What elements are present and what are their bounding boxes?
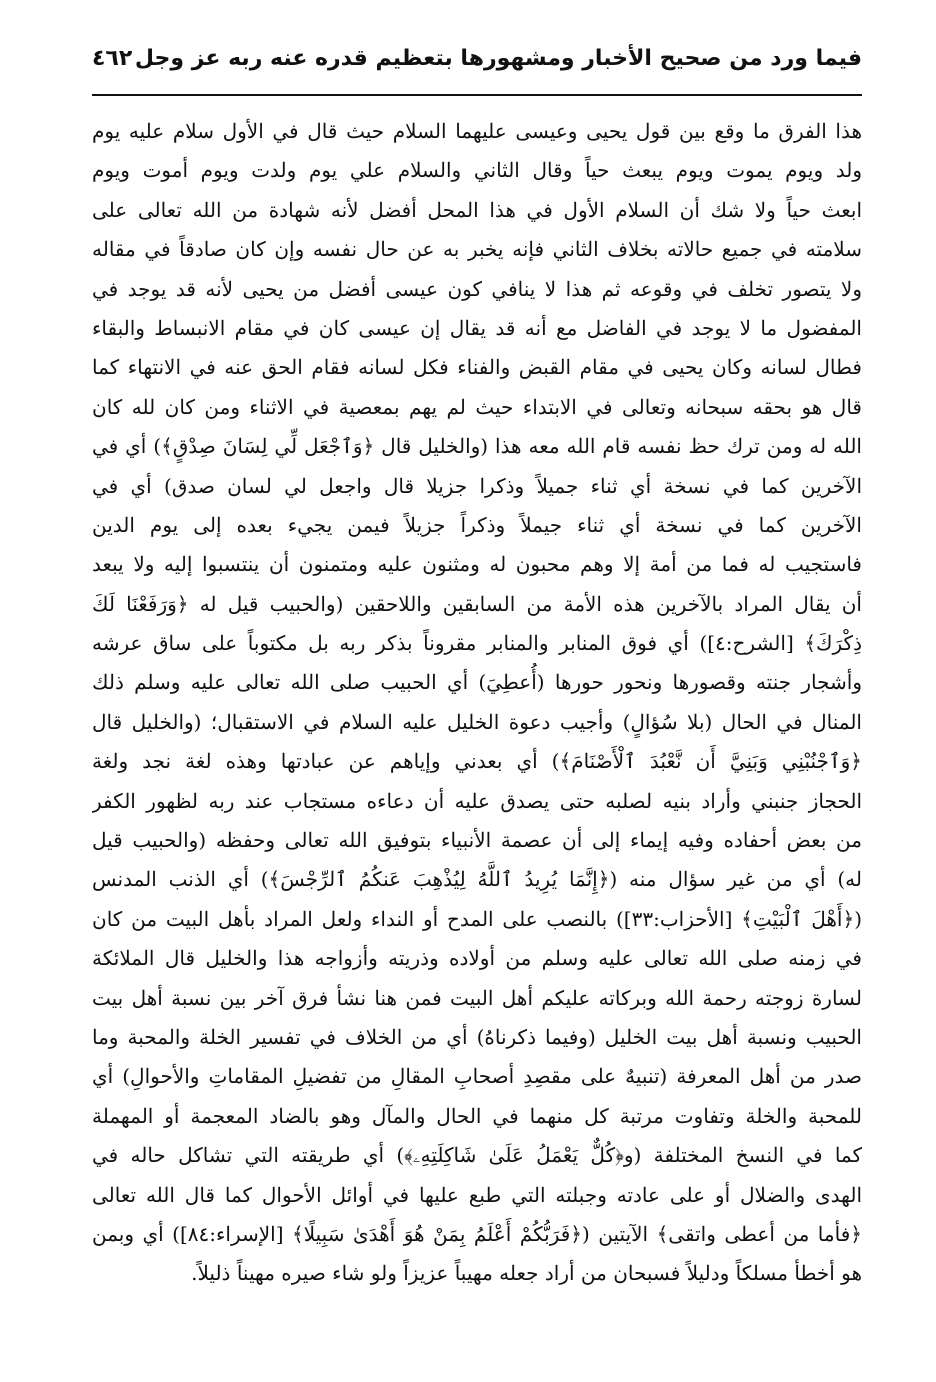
text-line: هذا الفرق ما وقع بين قول يحيى وعيسى عليهما السلام حيث قال في الأول سلام عليه يوم xyxy=(92,119,862,143)
text-line: الله له ومن ترك حظ نفسه قام الله معه هذا (والخليل قال ﴿وَٱجْعَل لِّي لِسَانَ صِدْقٍ﴾) أي في xyxy=(92,434,862,459)
text-line: في زمنه صلى الله تعالى عليه وسلم من أولاده وذريته وأزواجه هذا والخليل قال الملائكة xyxy=(92,946,862,971)
page-number: ٤٦٢ xyxy=(92,46,133,71)
text-line: ابعث حياً ولا شك أن السلام الأول في هذا المحل أفضل لأنه شهادة من الله تعالى على xyxy=(92,197,862,222)
text-line: له) أي من غير سؤال منه (﴿إِنَّمَا يُرِيدُ ٱللَّهُ لِيُذْهِبَ عَنكُمُ ٱلرِّجْسَ﴾) أي الذنب المدنس xyxy=(92,867,862,892)
text-line: الآخرين كما في نسخة أي ثناء جميلاً وذكرا جزيلا قال واجعل لي لسان صدق) أي في xyxy=(92,473,862,498)
text-line: الحبيب ونسبة أهل بيت الخليل (وفيما ذكرناهُ) أي من الخلاف في تفسير الخلة والمحبة وما xyxy=(92,1024,862,1049)
text-line: ﴿فأما من أعطى واتقى﴾ الآيتين (﴿فَرَبُّكُمْ أَعْلَمُ بِمَنْ هُوَ أَهْدَىٰ سَبِيلًا﴾ [الإسراء:٨٤]) أي وبمن xyxy=(92,1221,862,1246)
text-line: ذِكْرَكَ﴾ [الشرح:٤]) أي فوق المنابر والمنابر مقروناً بذكر ربه بل مكتوباً على ساق عرشه xyxy=(92,631,862,656)
text-line: سلامته في جميع حالاته بخلاف الثاني فإنه يخبر به عن حال نفسه وإن كان صادقاً في مقاله xyxy=(92,237,862,262)
text-line: كما في النسخ المختلفة (و﴿كُلٌّ يَعْمَلُ عَلَىٰ شَاكِلَتِهِۦ﴾) أي طريقته التي تشاكل حاله في xyxy=(92,1143,862,1168)
text-line: هو أخطأ مسلكاً ودليلاً فسبحان من أراد جعله مهيباً عزيزاً ولو شاء صيره مهيناً ذليلاً. xyxy=(191,1261,862,1286)
text-line: لسارة زوجته رحمة الله وبركاته عليكم أهل البيت فمن هنا نشأ فرق آخر بين نسبة أهل بيت xyxy=(92,985,862,1010)
text-line: ﴿وَٱجْنُبْنِي وَبَنِيَّ أَن نَّعْبُدَ ٱلْأَصْنَامَ﴾) أي بعدني وإياهم عن عبادتها وهذه لغة نجد ولغة xyxy=(92,749,862,774)
text-line: فاستجيب له فما من أمة إلا وهم محبون له ومثنون عليه ومتمنون أن ينتسبوا إليه ولا يبعد xyxy=(92,552,862,577)
text-line: ولد ويوم يموت ويوم يبعث حياً وقال الثاني والسلام علي يوم ولدت ويوم أموت ويوم xyxy=(92,158,862,183)
header-divider xyxy=(92,94,862,96)
text-line: الحجاز جنبني وأراد بنيه لصلبه حتى يصدق عليه أن دعاءه مستجاب عند ربه لظهور الكفر xyxy=(92,788,862,813)
body-text xyxy=(92,112,862,1294)
text-line: المنال في الحال (بلا سُؤالٍ) وأجيب دعوة الخليل عليه السلام في الاستقبال؛ (والخليل قال xyxy=(92,709,862,734)
running-header xyxy=(92,40,862,86)
chapter-title: فيما ورد من صحيح الأخبار ومشهورها بتعظيم قدره عنه ربه عز وجل xyxy=(134,46,862,71)
text-line: من بعض أحفاده وفيه إيماء إلى أن عصمة الأنبياء بتوفيق الله تعالى وحفظه (والحبيب قيل xyxy=(92,828,862,853)
text-line: الآخرين كما في نسخة أي ثناء جيملاً وذكراً جزيلاً فيمن يجيء بعده إلى يوم الدين xyxy=(92,512,862,537)
text-line: قال هو بحقه سبحانه وتعالى في الابتداء حيث لم يهم بمعصية في الاثناء ومن كان لله كان xyxy=(92,394,862,419)
text-line: المفضول ما لا يوجد في الفاضل مع أنه قد يقال إن عيسى كان في مقام الانبساط والبقاء xyxy=(92,315,862,340)
text-line: صدر من أهل المعرفة (تنبيهٌ على مقصِدِ أصحابِ المقالِ من تفضيلِ المقاماتِ والأحوالِ) أي xyxy=(92,1064,862,1089)
text-line: للمحبة والخلة وتفاوت مرتبة كل منهما في الحال والمآل وهو بالضاد المعجمة أو المهملة xyxy=(92,1103,862,1128)
text-line: فطال لسانه وكان يحيى في مقام القبض والفناء فكل لسانه فقام الحق عنه في الانتهاء كما xyxy=(92,355,862,380)
text-line: وأشجار جنته وقصورها ونحور حورها (أُعطِيَ) أي الحبيب صلى الله تعالى عليه وسلم ذلك xyxy=(92,670,862,695)
text-line: الهدى والضلال أو على عادته وجبلته التي طبع عليها في أوائل الأحوال كما قال الله تعالى xyxy=(92,1182,862,1207)
text-line: ولا يتصور تخلف في وقوعه ثم هذا لا ينافي كون عيسى أفضل من يحيى لأنه قد يوجد في xyxy=(92,276,862,301)
text-line: (﴿أَهْلَ ٱلْبَيْتِ﴾ [الأحزاب:٣٣]) بالنصب على المدح أو النداء ولعل المراد بأهل البيت من كان xyxy=(92,906,862,931)
text-line: أن يقال المراد بالآخرين هذه الأمة من السابقين واللاحقين (والحبيب قيل له ﴿وَرَفَعْنَا لَكَ xyxy=(92,591,862,616)
